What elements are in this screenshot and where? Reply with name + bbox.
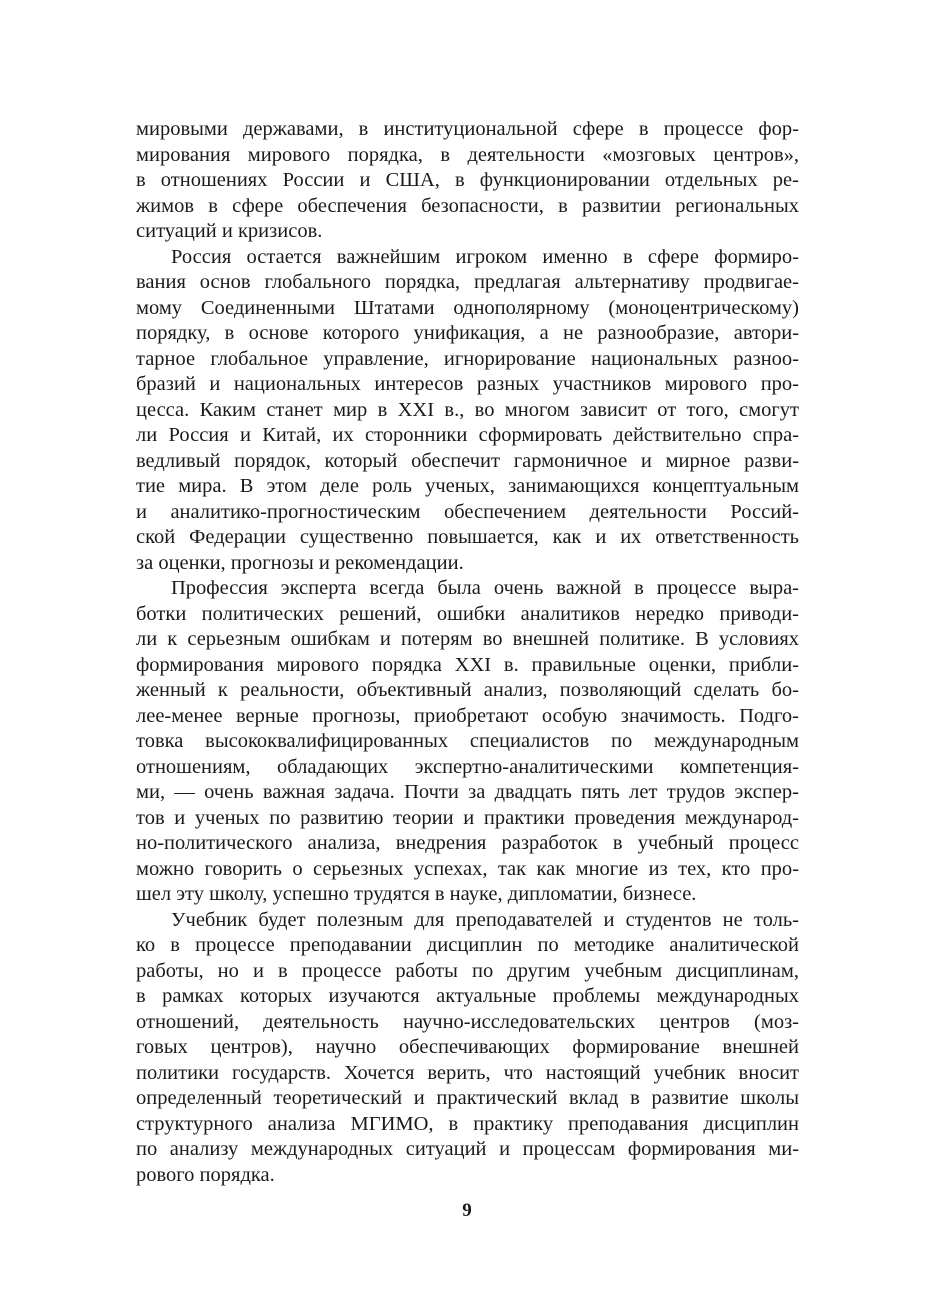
- text-line: товка высококвалифицированных специалистов по международным: [136, 730, 799, 752]
- text-line: работы, но и в процессе работы по другим учебным дисциплинам,: [136, 959, 799, 982]
- paragraph-4: [136, 908, 799, 1189]
- text-line: Учебник будет полезным для преподавателей и студентов не толь-: [171, 908, 799, 931]
- text-line: отношениям, обладающих экспертно-аналитическими компетенция-: [136, 755, 799, 778]
- text-line: ли Россия и Китай, их сторонники сформировать действительно спра-: [136, 424, 799, 446]
- text-line: Россия остается важнейшим игроком именно в сфере формиро-: [171, 245, 799, 268]
- text-line: бразий и национальных интересов разных участников мирового про-: [136, 373, 799, 395]
- text-line: в отношениях России и США, в функционировании отдельных ре-: [136, 169, 799, 191]
- text-line: вания основ глобального порядка, предлагая альтернативу продвигае-: [136, 271, 799, 293]
- text-line: ми, — очень важная задача. Почти за двадцать пять лет трудов экспер-: [136, 781, 799, 803]
- text-line: ведливый порядок, который обеспечит гармоничное и мирное разви-: [136, 449, 799, 472]
- text-line: и аналитико-прогностическим обеспечением деятельности Россий-: [136, 500, 799, 523]
- text-line: тов и ученых по развитию теории и практики проведения международ-: [136, 806, 799, 829]
- text-line: порядку, в основе которого унификация, а не разнообразие, автори-: [136, 322, 799, 344]
- text-line: лее-менее верные прогнозы, приобретают особую значимость. Подго-: [136, 704, 799, 727]
- page-number: 9: [462, 1200, 472, 1221]
- text-line: по анализу международных ситуаций и процессам формирования ми-: [136, 1138, 799, 1160]
- paragraph-2: [136, 245, 799, 577]
- text-line: жимов в сфере обеспечения безопасности, в развитии региональных: [136, 194, 799, 217]
- text-line: ко в процессе преподавании дисциплин по методике аналитической: [136, 934, 799, 956]
- paragraph-1: [136, 117, 799, 245]
- text-line: в рамках которых изучаются актуальные проблемы международных: [136, 985, 799, 1007]
- text-line: рового порядка.: [136, 1163, 275, 1186]
- text-line: можно говорить о серьезных успехах, так как многие из тех, кто про-: [136, 857, 799, 880]
- text-line: ситуаций и кризисов.: [136, 220, 323, 242]
- paragraph-3: [136, 576, 799, 908]
- text-line: отношений, деятельность научно-исследовательских центров (моз-: [136, 1010, 799, 1033]
- text-line: за оценки, прогнозы и рекомендации.: [136, 551, 464, 574]
- text-line: говых центров), научно обеспечивающих формирование внешней: [136, 1036, 799, 1058]
- text-line: тие мира. В этом деле роль ученых, занимающихся концептуальным: [136, 475, 799, 497]
- text-line: ботки политических решений, ошибки аналитиков нередко приводи-: [136, 602, 799, 625]
- text-line: политики государств. Хочется верить, что настоящий учебник вносит: [136, 1061, 799, 1084]
- text-line: цесса. Каким станет мир в XXI в., во многом зависит от того, смогут: [136, 398, 799, 421]
- text-line: шел эту школу, успешно трудятся в науке, дипломатии, бизнесе.: [136, 883, 697, 905]
- text-line: тарное глобальное управление, игнорирование национальных разноо-: [136, 347, 799, 370]
- text-line: мирования мирового порядка, в деятельности «мозговых центров»,: [136, 143, 799, 166]
- text-line: но-политического анализа, внедрения разработок в учебный процесс: [136, 832, 799, 854]
- body-text: [136, 117, 799, 1188]
- text-line: определенный теоретический и практический вклад в развитие школы: [136, 1087, 799, 1109]
- text-line: женный к реальности, объективный анализ, позволяющий сделать бо-: [136, 679, 799, 701]
- text-line: ской Федерации существенно повышается, как и их ответственность: [136, 526, 799, 548]
- text-line: формирования мирового порядка XXI в. правильные оценки, прибли-: [136, 653, 799, 676]
- text-line: мому Соединенными Штатами однополярному (моноцентрическому): [136, 296, 799, 319]
- text-line: Профессия эксперта всегда была очень важной в процессе выра-: [171, 577, 799, 599]
- text-line: ли к серьезным ошибкам и потерям во внешней политике. В условиях: [136, 628, 799, 650]
- text-line: мировыми державами, в институциональной сфере в процессе фор-: [136, 118, 799, 140]
- text-line: структурного анализа МГИМО, в практику преподавания дисциплин: [136, 1112, 799, 1135]
